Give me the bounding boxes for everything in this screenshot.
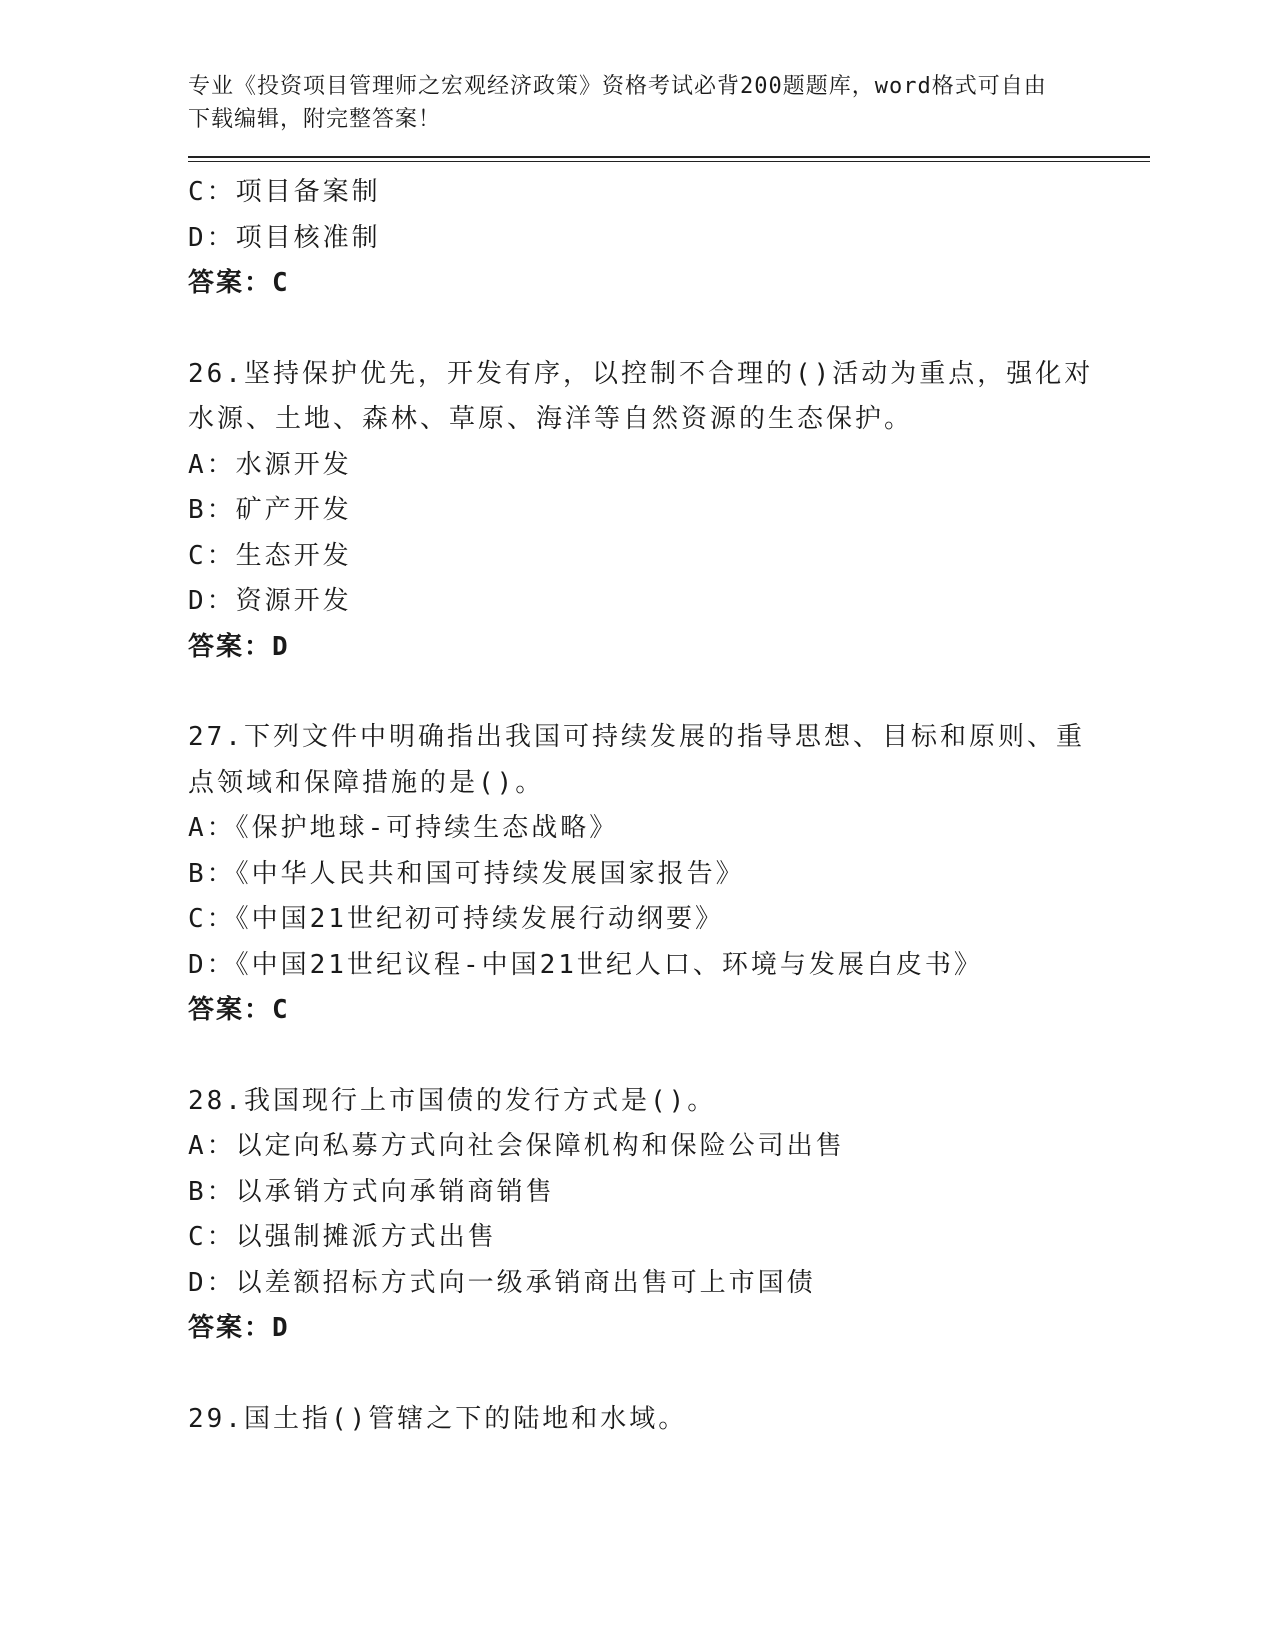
option-d: D：资源开发 [188, 586, 352, 616]
answer-line: 答案：C [188, 268, 290, 298]
question-text-line: 29.国土指()管辖之下的陆地和水域。 [188, 1403, 688, 1434]
spacer [188, 1034, 1150, 1079]
answer-line: 答案：C [188, 995, 290, 1025]
question-text-line: 27.下列文件中明确指出我国可持续发展的指导思想、目标和原则、重 [188, 722, 1085, 752]
question-text-line: 28.我国现行上市国债的发行方式是()。 [188, 1085, 717, 1116]
option-a: A：水源开发 [188, 449, 352, 480]
header-divider [188, 156, 1150, 162]
question-29 [188, 1397, 1150, 1443]
answer-line: 答案：D [188, 1313, 290, 1343]
option-c: C：生态开发 [188, 540, 352, 571]
question-text-line: 点领域和保障措施的是()。 [188, 767, 545, 798]
question-text-line: 水源、土地、森林、草原、海洋等自然资源的生态保护。 [188, 404, 914, 434]
document-header: 专业《投资项目管理师之宏观经济政策》资格考试必背200题题库，word格式可自由下载编辑，附完整答案！ [188, 74, 1047, 132]
option-d: D：以差额招标方式向一级承销商出售可上市国债 [188, 1267, 816, 1298]
document-page [188, 70, 1150, 1442]
option-c: C：《中国21世纪初可持续发展行动纲要》 [188, 904, 724, 934]
option-d: D：《中国21世纪议程-中国21世纪人口、环境与发展白皮书》 [188, 949, 983, 980]
option-a: A：以定向私募方式向社会保障机构和保险公司出售 [188, 1131, 845, 1161]
spacer [188, 1352, 1150, 1397]
document-body [188, 170, 1150, 1442]
spacer [188, 670, 1150, 715]
question-28 [188, 1079, 1150, 1352]
question-26 [188, 352, 1150, 671]
question-text-line: 26.坚持保护优先，开发有序，以控制不合理的()活动为重点，强化对 [188, 358, 1094, 389]
spacer [188, 307, 1150, 352]
option-a: A：《保护地球-可持续生态战略》 [188, 813, 619, 843]
option-b: B：矿产开发 [188, 495, 352, 525]
option-d: D：项目核准制 [188, 222, 381, 253]
option-c: C：项目备案制 [188, 177, 381, 207]
question-27 [188, 715, 1150, 1034]
option-c: C：以强制摊派方式出售 [188, 1222, 497, 1252]
option-b: B：《中华人民共和国可持续发展国家报告》 [188, 858, 745, 889]
question-continued [188, 170, 1150, 307]
answer-line: 答案：D [188, 631, 290, 662]
option-b: B：以承销方式向承销商销售 [188, 1176, 555, 1207]
